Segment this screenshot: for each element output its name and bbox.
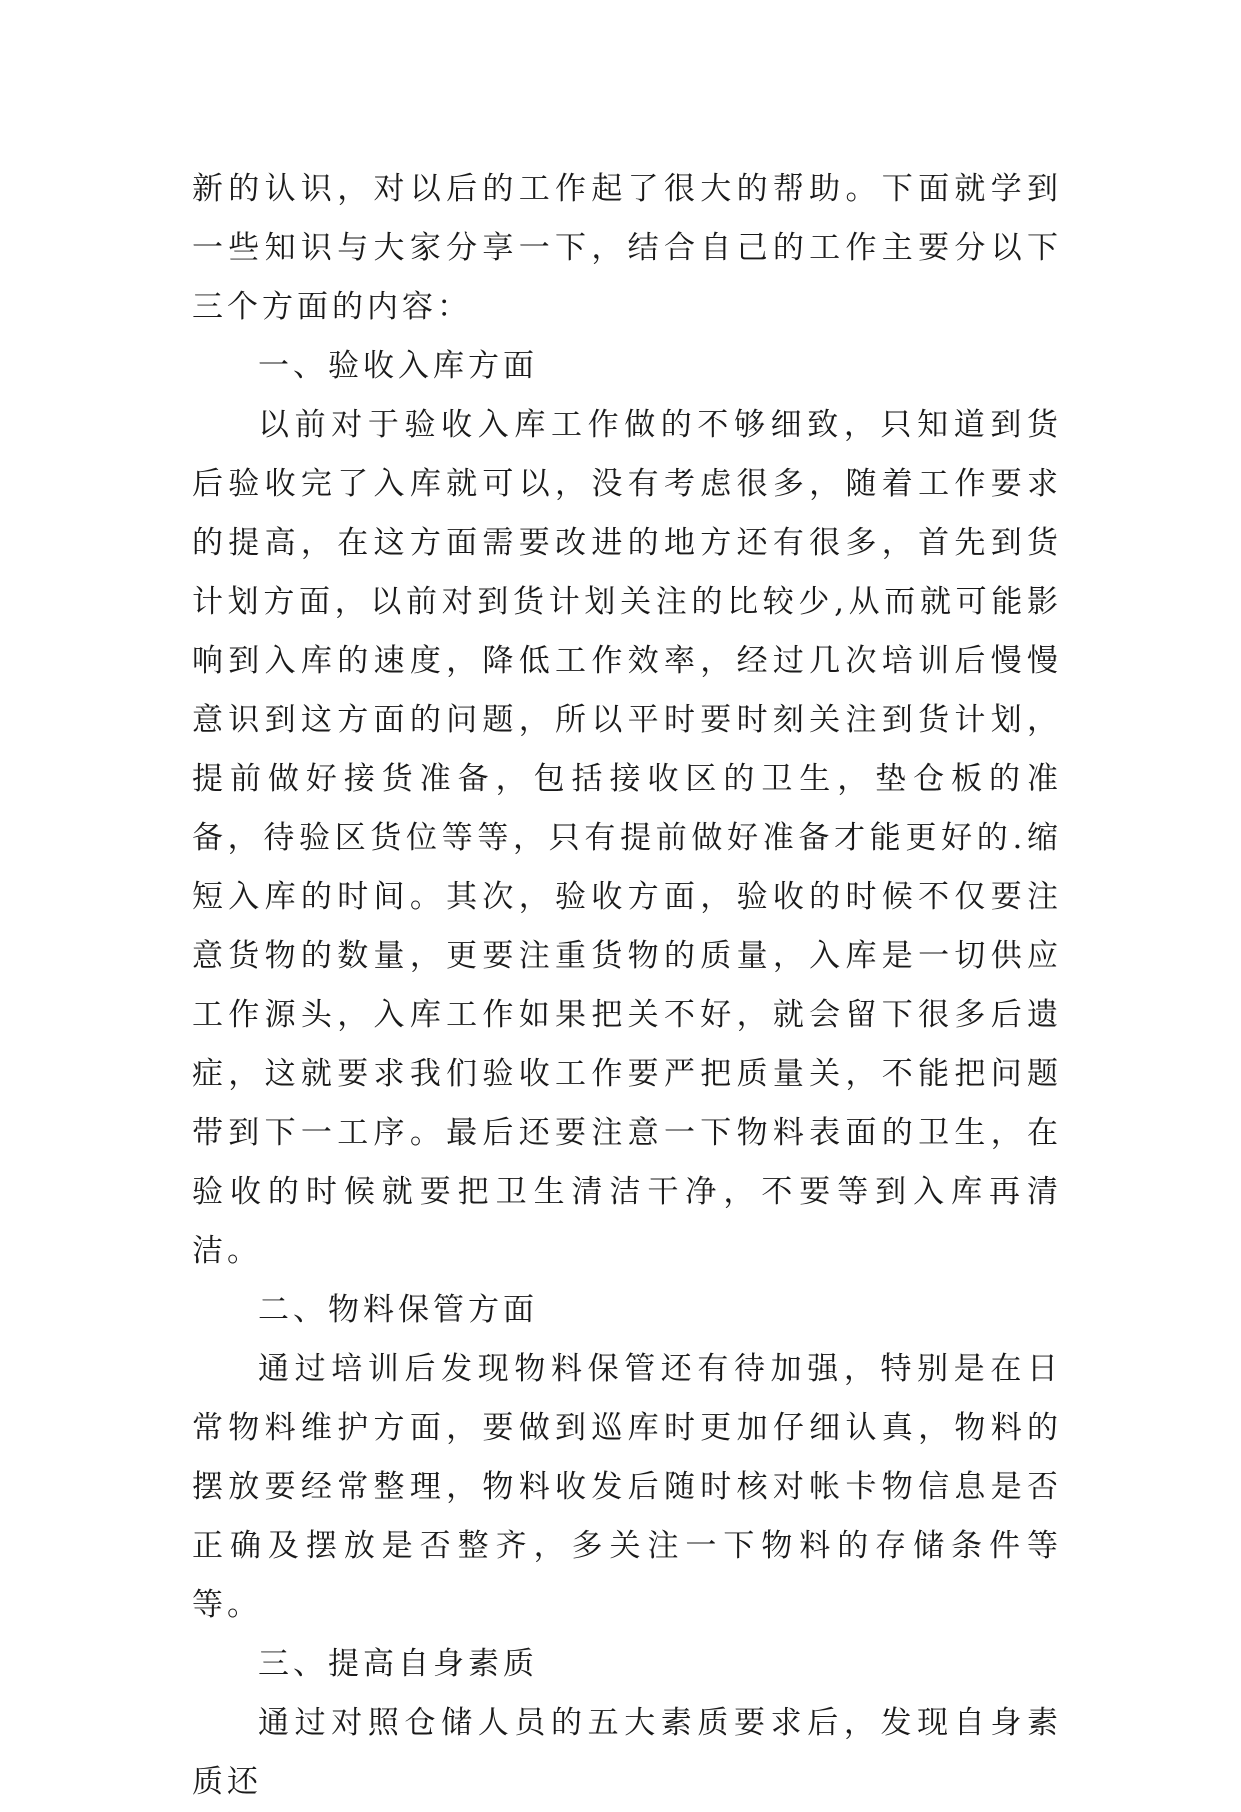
section-heading-storage: 二、物料保管方面 [258,1292,538,1328]
quality-paragraph: 通过对照仓储人员的五大素质要求后，发现自身素质还 [192,1705,1062,1800]
acceptance-paragraph: 以前对于验收入库工作做的不够细致，只知道到货后验收完了入库就可以，没有考虑很多，随着工作要求的提高，在这方面需要改进的地方还有很多，首先到货计划方面，以前对到货计划关注的比较少,从而就可能影响到入库的速度，降低工作效率，经过几次培训后慢慢意识到这方面的问题，所以平时要时刻关注到货计划，提前做好接货准备，包括接收区的卫生，垫仓板的准备，待验区货位等等，只有提前做好准备才能更好的.缩短入库的时间。其次，验收方面，验收的时候不仅要注意货物的数量，更要注重货物的质量，入库是一切供应工作源头，入库工作如果把关不好，就会留下很多后遗症，这就要求我们验收工作要严把质量关，不能把问题带到下一工序。最后还要注意一下物料表面的卫生，在验收的时候就要把卫生清洁干净，不要等到入库再清洁。 [192,407,1062,1269]
storage-paragraph: 通过培训后发现物料保管还有待加强，特别是在日常物料维护方面，要做到巡库时更加仔细认真，物料的摆放要经常整理，物料收发后随时核对帐卡物信息是否正确及摆放是否整齐，多关注一下物料的存储条件等等。 [192,1351,1062,1623]
document-body [192,160,1062,1812]
section-heading-acceptance: 一、验收入库方面 [258,348,538,384]
section-heading-quality: 三、提高自身素质 [258,1646,538,1682]
intro-paragraph: 新的认识，对以后的工作起了很大的帮助。下面就学到一些知识与大家分享一下，结合自己的工作主要分以下三个方面的内容： [192,171,1062,325]
